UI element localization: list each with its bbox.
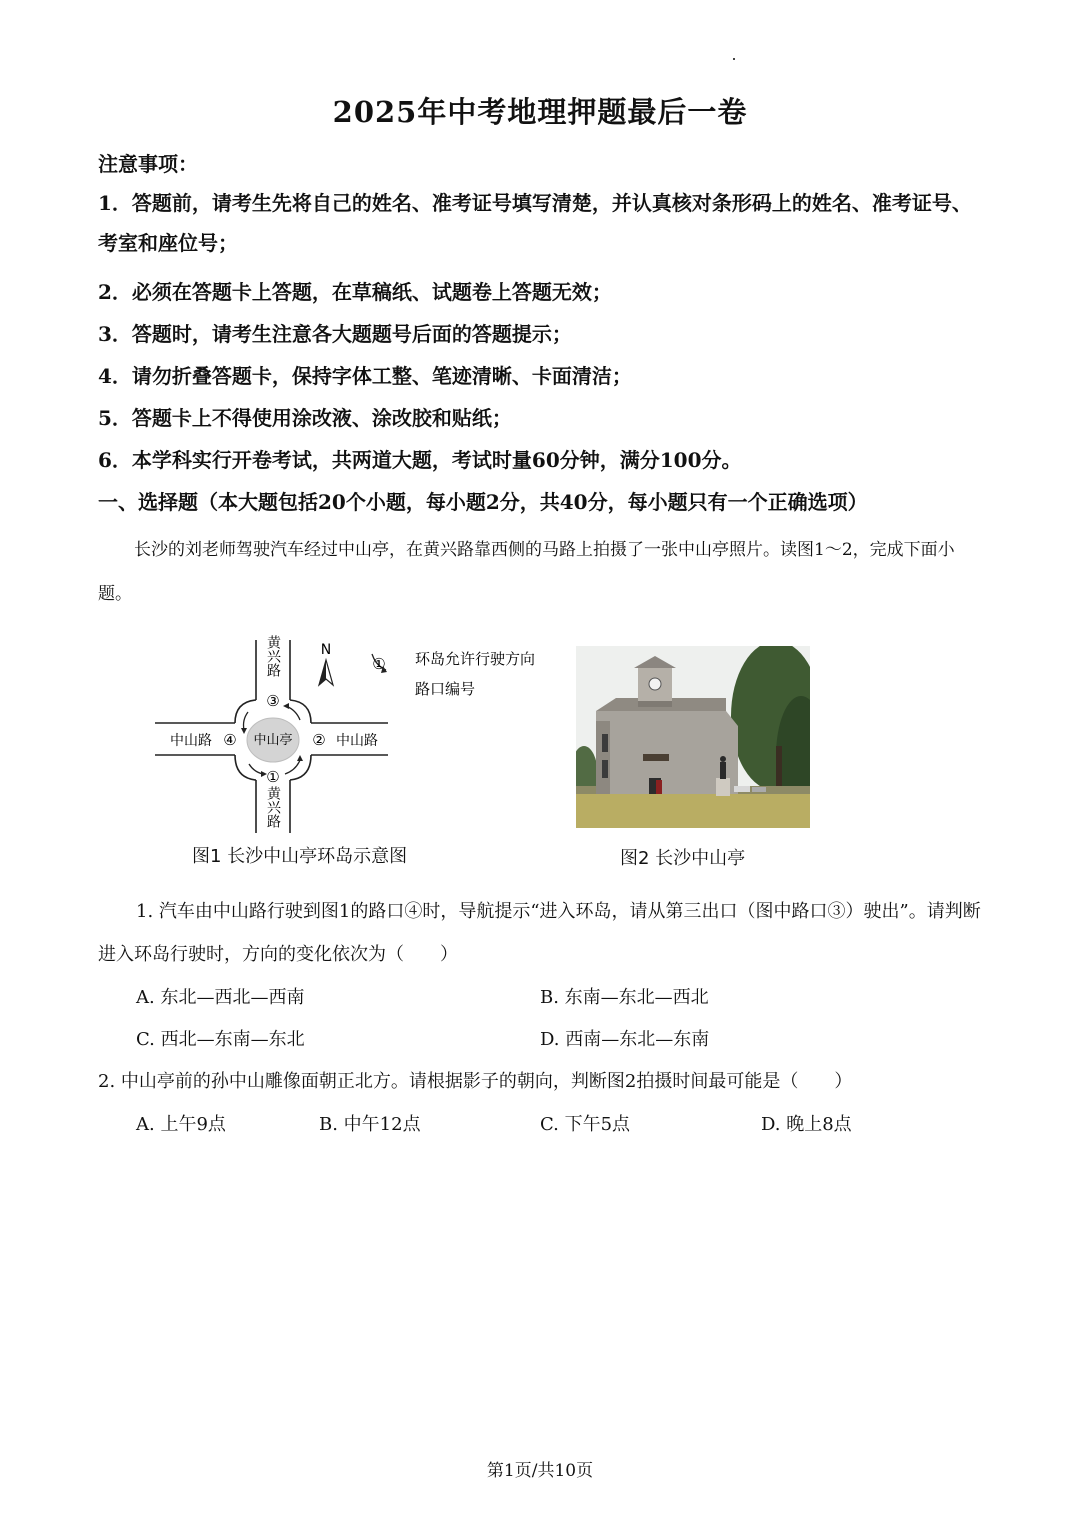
- question-1-option-d: D. 西南—东北—东南: [540, 1029, 710, 1050]
- intro-paragraph: 长沙的刘老师驾驶汽车经过中山亭，在黄兴路靠西侧的马路上拍摄了一张中山亭照片。读图1～2，完成下面小题。: [98, 540, 955, 604]
- scan-speck: [733, 58, 735, 60]
- question-1-option-a: A. 东北—西北—西南: [136, 987, 305, 1008]
- road-west-label: 中山路: [170, 733, 212, 749]
- flow-arrow-se: [285, 760, 300, 774]
- flow-arrow-sw: [249, 764, 263, 774]
- question-1-stem: 1. 汽车由中山路行驶到图1的路口④时，导航提示“进入环岛，请从第三出口（图中路口③）驶出”。请判断进入环岛行驶时，方向的变化依次为（ ）: [98, 901, 981, 965]
- legend-direction-text: 环岛允许行驶方向: [415, 650, 536, 668]
- exit-1-label: ①: [266, 768, 280, 786]
- question-1-option-b: B. 东南—东北—西北: [540, 987, 709, 1008]
- notice-rule-6: 6．本学科实行开卷考试，共两道大题，考试时量60分钟，满分100分。: [98, 448, 742, 472]
- center-label: 中山亭: [253, 733, 293, 748]
- flow-arrow-nw: [244, 712, 249, 730]
- notice-rule-5: 5．答题卡上不得使用涂改液、涂改胶和贴纸；: [98, 406, 512, 430]
- figure-1-caption: 图1 长沙中山亭环岛示意图: [192, 846, 408, 867]
- question-1-option-c: C. 西北—东南—东北: [136, 1029, 305, 1050]
- section-heading: 一、选择题（本大题包括20个小题，每小题2分，共40分，每小题只有一个正确选项）: [98, 490, 868, 514]
- page-footer: 第1页/共10页: [486, 1461, 594, 1481]
- notice-rule-4: 4．请勿折叠答题卡，保持字体工整、笔迹清晰、卡面清洁；: [98, 364, 632, 388]
- figure-2-caption: 图2 长沙中山亭: [620, 848, 746, 869]
- exit-2-label: ②: [312, 731, 326, 749]
- exit-4-label: ④: [223, 731, 237, 749]
- pavilion-photo: [576, 646, 810, 828]
- exit-3-label: ③: [266, 692, 280, 710]
- question-2-option-a: A. 上午9点: [136, 1114, 226, 1135]
- north-label: N: [320, 642, 332, 658]
- page-title: 2025年中考地理押题最后一卷: [332, 95, 748, 129]
- notice-rule-1: 1．答题前，请考生先将自己的姓名、准考证号填写清楚，并认真核对条形码上的姓名、准考证号、考室和座位号；: [98, 191, 972, 255]
- road-east-label: 中山路: [336, 733, 378, 749]
- road-north-label: 黄兴路: [265, 635, 281, 677]
- question-2-stem: 2. 中山亭前的孙中山雕像面朝正北方。请根据影子的朝向，判断图2拍摄时间最可能是（ ）: [98, 1071, 853, 1092]
- question-2-option-b: B. 中午12点: [319, 1114, 421, 1135]
- question-2-option-c: C. 下午5点: [540, 1114, 631, 1135]
- notice-rule-2: 2．必须在答题卡上答题，在草稿纸、试题卷上答题无效；: [98, 280, 612, 304]
- legend-number-symbol: ①: [372, 655, 386, 673]
- notice-heading: 注意事项：: [98, 152, 198, 176]
- road-south-label: 黄兴路: [265, 786, 281, 828]
- question-2-option-d: D. 晚上8点: [761, 1114, 852, 1135]
- legend-number-text: 路口编号: [415, 680, 476, 698]
- notice-rule-3: 3．答题时，请考生注意各大题题号后面的答题提示；: [98, 322, 572, 346]
- roundabout-diagram: [150, 630, 560, 845]
